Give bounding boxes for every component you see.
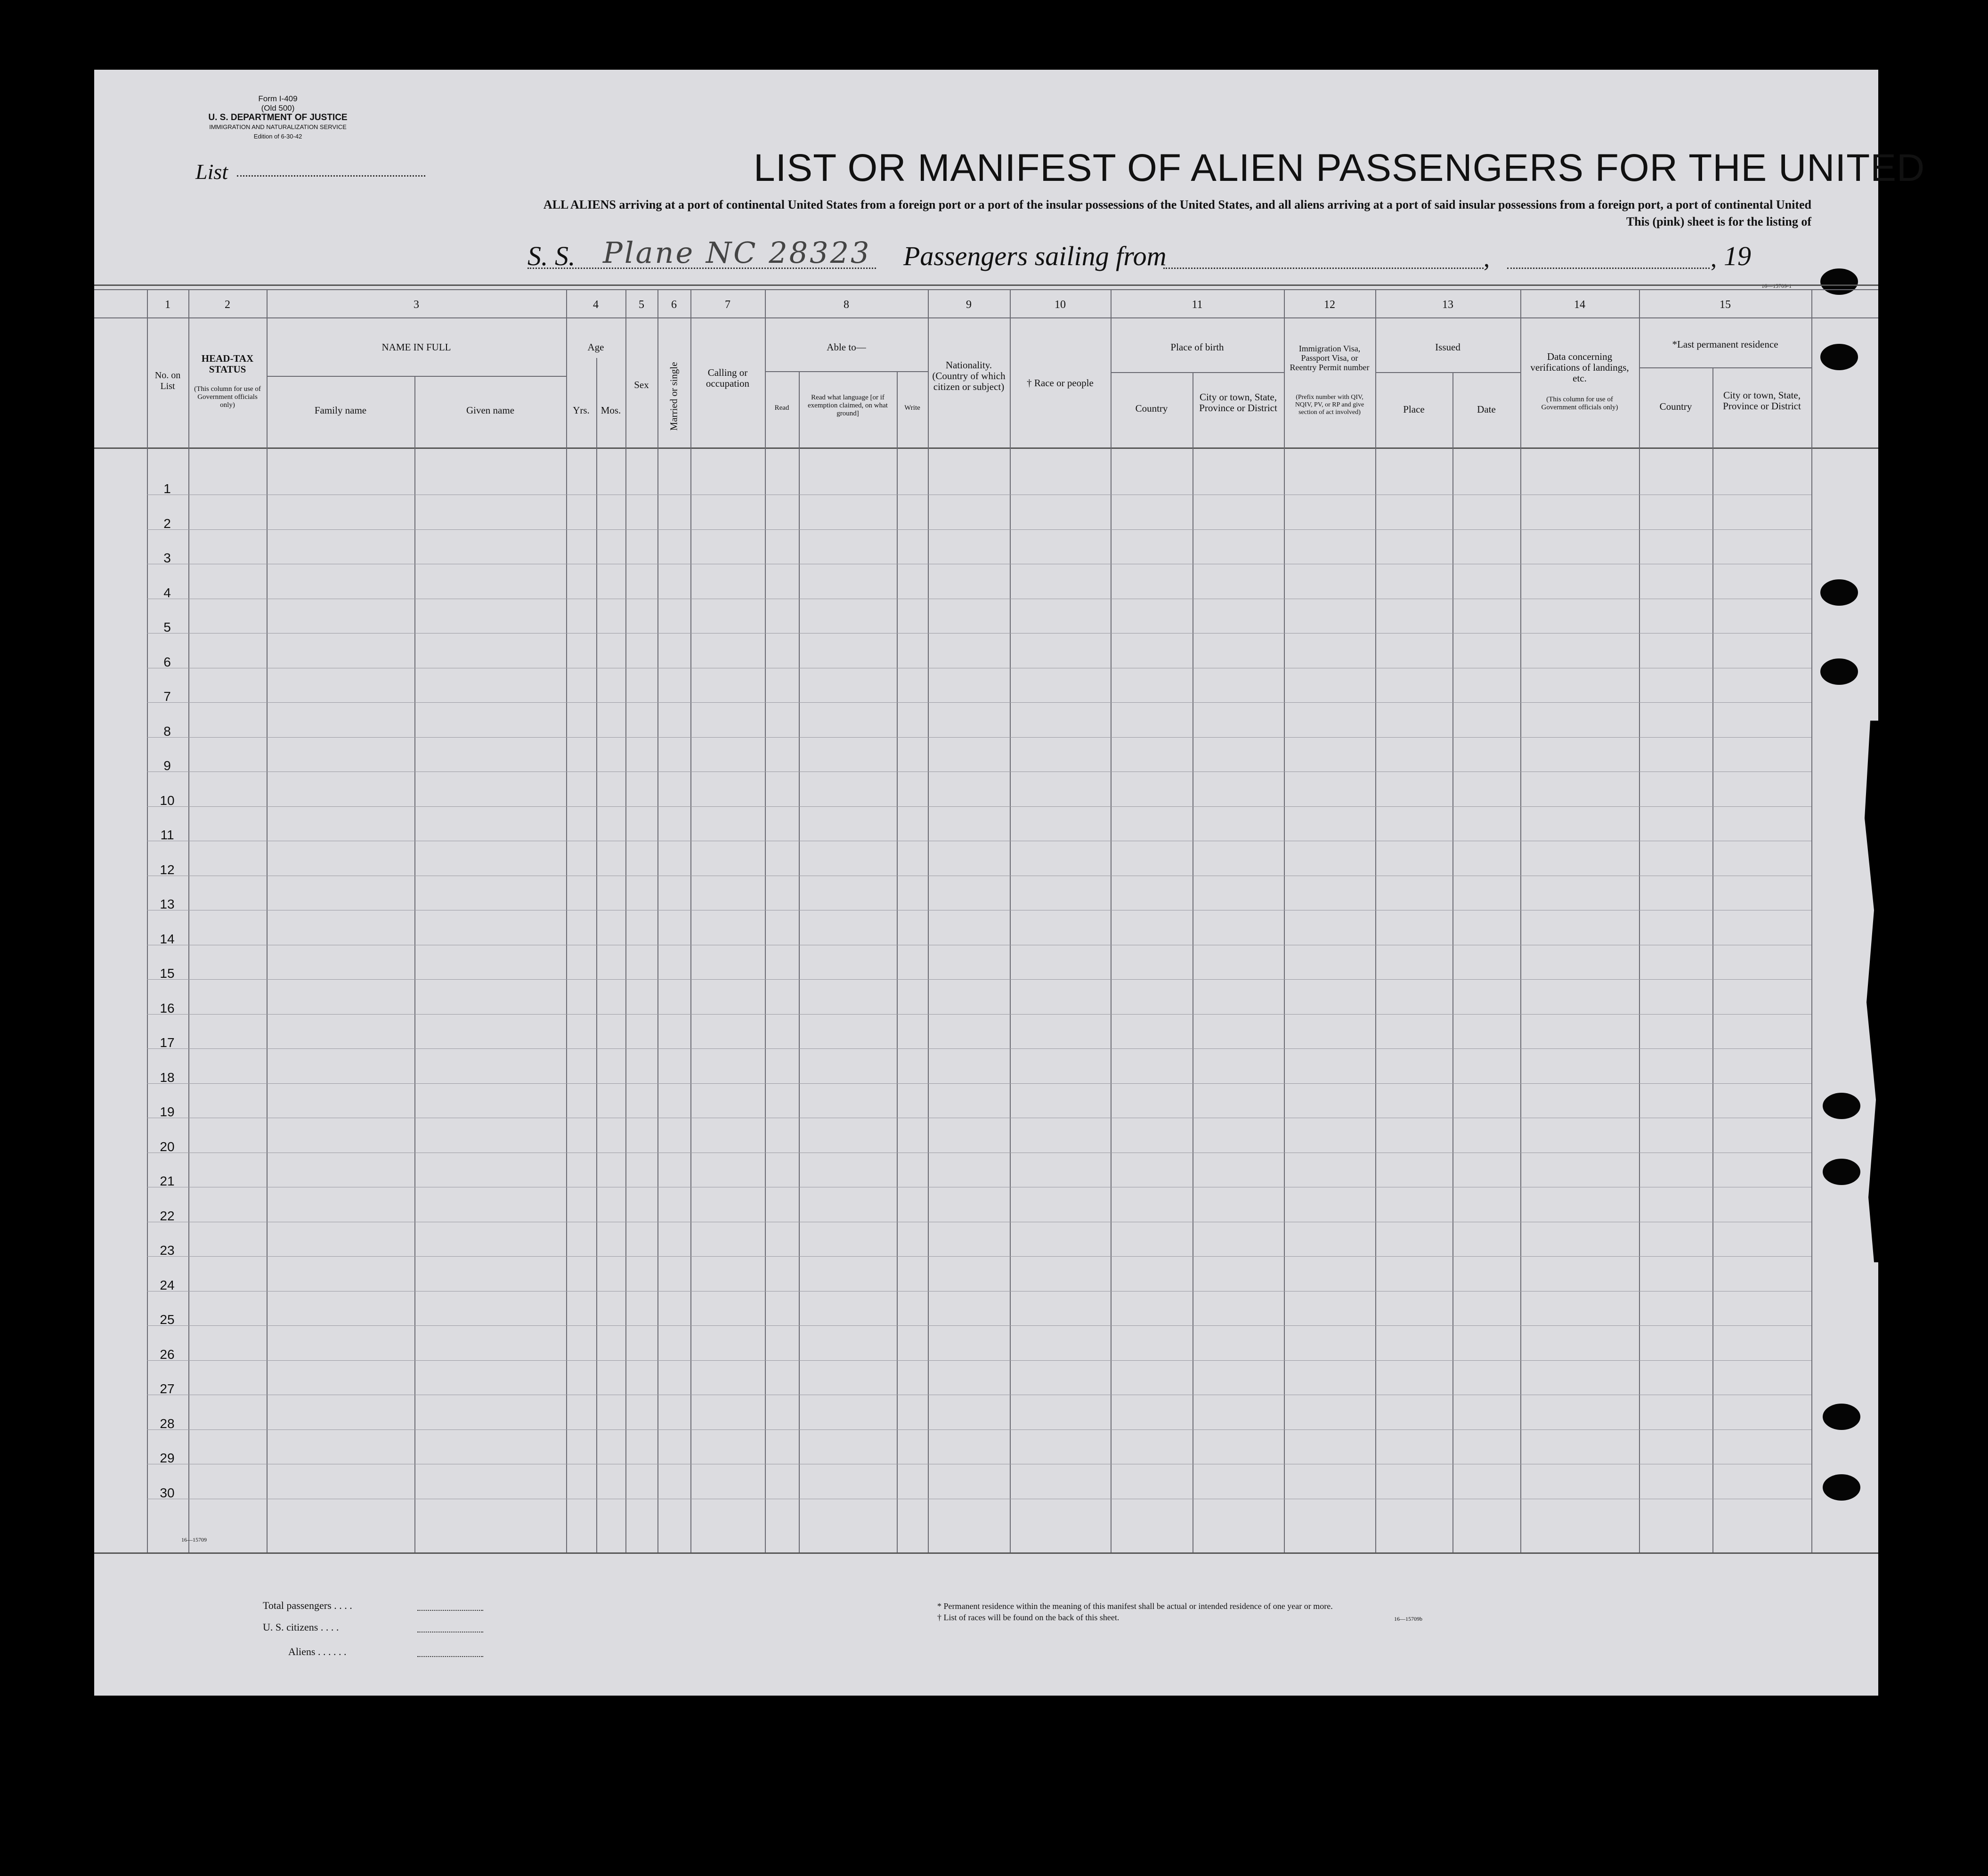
row-rule [147,1429,1811,1430]
col-number: 4 [593,299,599,311]
row-number: 3 [163,551,171,565]
col-number: 15 [1720,299,1731,311]
vessel-prefix: S. S. [527,241,576,271]
issued-subheader-rule [1375,372,1520,373]
row-rule [147,737,1811,738]
row-number: 5 [163,620,171,634]
col-rule [1712,367,1713,1552]
row-number: 30 [160,1485,175,1500]
col-rule [1811,289,1812,1552]
col-rule [414,376,415,1552]
header-birth-country: Country [1135,403,1168,414]
row-number: 16 [160,1000,175,1015]
binder-hole [1820,658,1858,685]
header-residence-country: Country [1659,401,1692,412]
col-rule [1111,289,1112,1552]
row-rule [147,702,1811,703]
col-number: 7 [725,299,730,311]
binder-hole [1820,268,1858,295]
residence-subheader-rule [1639,367,1811,368]
col-number: 3 [414,299,419,311]
row-rule [147,806,1811,807]
row-number: 14 [160,931,175,946]
header-given-name: Given name [466,405,515,416]
manifest-sheet [94,70,1925,1696]
list-number-field[interactable] [237,175,425,177]
vessel-name-handwritten: Plane NC 28323 [603,236,871,270]
row-rule [147,1360,1811,1361]
row-number: 9 [163,758,171,773]
header-issued: Issued [1435,341,1461,353]
footnote-races: † List of races will be found on the back of this sheet. [937,1613,1120,1622]
form-old-number: (Old 500) [261,104,295,113]
row-rule [147,1048,1811,1049]
col-rule [1010,289,1011,1552]
vessel-name-field[interactable] [527,268,876,269]
row-number: 26 [160,1347,175,1362]
col-rule [188,289,189,1552]
col-rule [928,289,929,1552]
row-number: 1 [163,481,171,496]
header-mos: Mos. [600,405,621,416]
col-rule [657,289,658,1552]
header-write: Write [904,404,920,412]
total-passengers-field[interactable] [417,1610,483,1611]
header-no-on-list: No. on List [154,370,181,391]
total-passengers-label: Total passengers . . . . [263,1600,352,1611]
row-number: 20 [160,1139,175,1154]
col-rule [1639,289,1640,1552]
column-number-rule [94,317,1878,318]
header-head-tax: HEAD-TAX STATUS [201,353,254,375]
sailing-port-field[interactable] [1163,268,1484,269]
row-number: 10 [160,793,175,808]
col-rule [147,289,148,1552]
header-family-name: Family name [314,405,367,416]
row-number: 22 [160,1208,175,1223]
col-number: 11 [1192,299,1203,311]
row-number: 27 [160,1381,175,1396]
us-citizens-label: U. S. citizens . . . . [263,1621,339,1633]
subtitle-line-2: This (pink) sheet is for the listing of [1626,215,1811,228]
comma-separator: , [1711,245,1717,272]
aliens-field[interactable] [417,1656,483,1657]
row-number: 12 [160,862,175,877]
header-race: † Race or people [1027,377,1094,389]
sailing-from-label: Passengers sailing from [903,241,1167,271]
form-identifier [170,94,386,141]
binder-hole [1823,1404,1860,1430]
header-calling: Calling or occupation [706,367,750,389]
col-rule [765,289,766,1552]
row-number: 7 [163,689,171,704]
row-number: 11 [160,828,174,842]
row-number: 24 [160,1277,175,1292]
binder-hole [1820,579,1858,606]
header-residence-city: City or town, State, Province or District [1723,390,1801,412]
form-number: Form I-409 [258,94,298,103]
col-rule [267,289,268,1552]
col-rule [625,289,626,1552]
header-data-landings-note: (This column for use of Government officials only) [1541,396,1618,411]
table-top-rule [94,284,1878,286]
list-label: List [195,160,228,184]
header-nationality: Nationality. (Country of which citizen or subject) [932,359,1006,392]
sailing-date-field[interactable] [1507,268,1710,269]
row-rule [147,529,1811,530]
edition: Edition of 6-30-42 [253,133,302,140]
footnote-permanent-residence: * Permanent residence within the meaning of this manifest shall be actual or intended residence of one year or more. [937,1601,1333,1611]
col-number: 6 [671,299,677,311]
page-title: LIST OR MANIFEST OF ALIEN PASSENGERS FOR THE UNITED [754,146,1925,189]
aliens-label: Aliens . . . . . . [288,1646,347,1657]
header-birth-city: City or town, State, Province or District [1199,391,1277,414]
header-age: Age [587,341,604,353]
comma-separator: , [1484,245,1490,272]
header-data-landings: Data concerning verifications of landings, etc. [1530,351,1629,384]
year-prefix: 19 [1724,241,1751,271]
col-number: 10 [1055,299,1066,311]
col-number: 13 [1442,299,1453,311]
row-number: 4 [163,585,171,600]
header-read: Read [774,404,789,412]
row-rule [147,1256,1811,1257]
binder-hole [1820,344,1858,370]
table-bottom-rule [94,1552,1878,1554]
header-bottom-rule [94,447,1878,449]
col-rule [690,289,691,1552]
able-subheader-rule [765,371,928,372]
col-number: 2 [225,299,230,311]
binder-hole [1823,1474,1860,1501]
print-code-top: 16—15709-1 [1761,283,1792,289]
col-rule [1375,289,1376,1552]
binder-hole [1823,1093,1860,1119]
row-number: 29 [160,1451,175,1465]
col-rule [566,289,567,1552]
col-number: 14 [1574,299,1585,311]
col-number: 12 [1324,299,1335,311]
header-place-of-birth: Place of birth [1170,341,1224,353]
row-number: 13 [160,897,175,911]
footnote-code: 16—15709b [1394,1616,1422,1622]
row-number: 17 [160,1035,175,1050]
header-able-to: Able to— [827,341,866,353]
col-rule [897,371,898,1552]
col-rule [799,371,800,1552]
header-head-tax-note: (This column for use of Government officials only) [194,385,261,409]
binder-hole [1823,1159,1860,1185]
service-name: IMMIGRATION AND NATURALIZATION SERVICE [209,123,347,130]
row-number: 21 [160,1174,175,1188]
row-rule [147,1325,1811,1326]
row-rule [147,1083,1811,1084]
col-number: 9 [966,299,972,311]
header-married-or-single: Married or single [668,362,680,431]
print-code-bottom: 16—15709 [181,1536,207,1543]
header-read-language: Read what language [or if exemption claimed, on what ground] [808,394,888,417]
subtitle-line-1: ALL ALIENS arriving at a port of continental United States from a foreign port or a port of the insular possessions of the United States, and all aliens arriving at a port of said insular possessions from a foreign port, a port of continental United [543,198,1811,211]
row-rule [147,1014,1811,1015]
name-subheader-rule [267,376,566,377]
row-rule [147,979,1811,980]
col-rule [1452,372,1453,1552]
header-name-in-full: NAME IN FULL [381,341,451,353]
row-number: 19 [160,1104,175,1119]
row-number: 25 [160,1312,175,1327]
col-rule [1284,289,1285,1552]
header-visa-note: (Prefix number with QIV, NQIV, PV, or RP and give section of act involved) [1295,394,1364,416]
row-number: 15 [160,966,175,981]
header-last-residence: *Last permanent residence [1672,339,1778,350]
col-rule [1520,289,1521,1552]
header-yrs: Yrs. [573,405,590,416]
header-visa: Immigration Visa, Passport Visa, or Reentry Permit number [1290,344,1370,372]
department-name: U. S. DEPARTMENT OF JUSTICE [208,113,348,122]
col-number: 1 [165,299,170,311]
row-number: 23 [160,1243,175,1258]
row-number: 28 [160,1416,175,1431]
col-number: 5 [639,299,644,311]
col-rule [596,358,597,1552]
header-issued-date: Date [1477,404,1496,415]
row-number: 18 [160,1070,175,1085]
header-sex: Sex [634,379,649,390]
row-number: 2 [163,516,171,531]
col-number: 8 [844,299,849,311]
birth-subheader-rule [1111,372,1284,373]
row-number: 8 [163,723,171,739]
row-number: 6 [163,654,171,669]
header-issued-place: Place [1403,404,1425,415]
table-top-rule-2 [94,289,1878,290]
